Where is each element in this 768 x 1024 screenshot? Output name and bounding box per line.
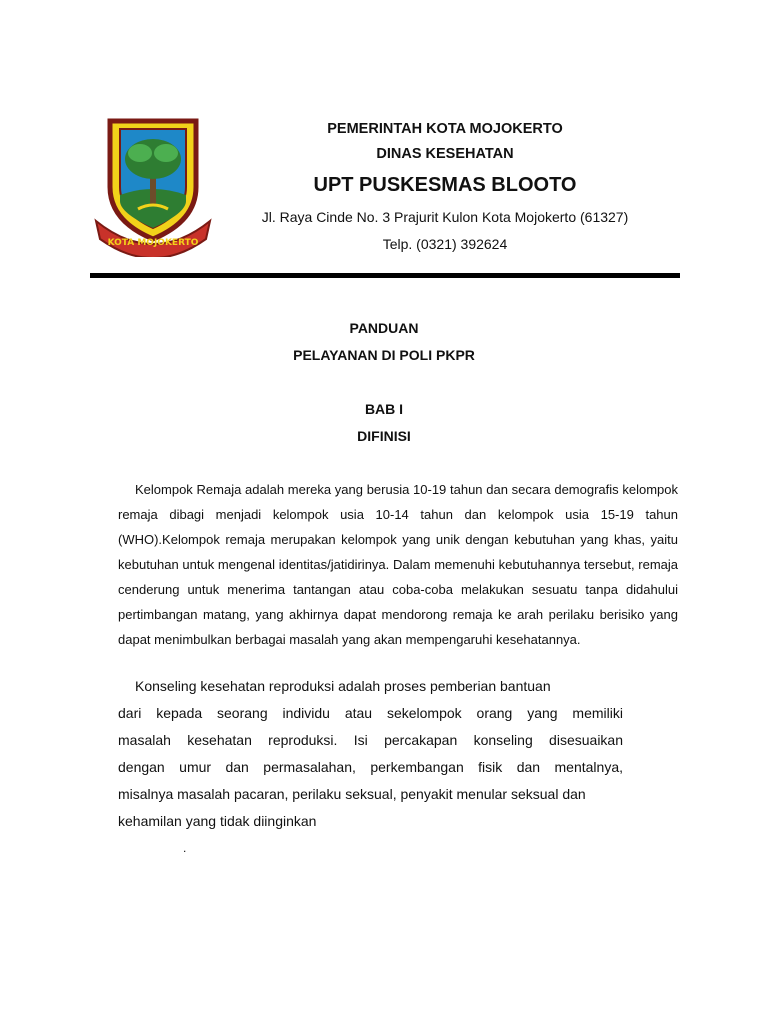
paragraph-line: masalah kesehatan reproduksi. Isi percakapan konseling disesuaikan [118,732,623,748]
unit-name: UPT PUSKESMAS BLOOTO [313,174,577,196]
department-name: DINAS KESEHATAN [376,146,514,162]
paragraph-remaja: Kelompok Remaja adalah mereka yang berusia 10-19 tahun dan secara demografis kelompok remaja dibagi menjadi kelompok usia 10-14 tahun dan kelompok usia 15-19 tahun (WHO).Kelompok remaja merupakan kelompok yang unik dengan kebutuhan yang khas, yaitu kebutuhan untuk mengenal identitas/jatidirinya. Dalam memenuhi kebutuhannya tersebut, remaja cenderung untuk menerima tantangan atau coba-coba melakukan sesuatu tanpa didahului pertimbangan matang, yang akhirnya dapat mendorong remaja ke arah perilaku berisiko yang dapat menimbulkan berbagai masalah yang akan mempengaruhi kesehatannya. [118,482,678,647]
paragraph-line: Konseling kesehatan reproduksi adalah proses pemberian bantuan [135,678,551,694]
address: Jl. Raya Cinde No. 3 Prajurit Kulon Kota Mojokerto (61327) [261,209,629,225]
kota-mojokerto-emblem-icon [94,117,212,257]
document-title-line1: PANDUAN [349,320,419,336]
phone: Telp. (0321) 392624 [382,236,508,252]
chapter-title: DIFINISI [357,428,411,444]
paragraph-konseling [118,673,623,835]
chapter-number: BAB I [364,401,404,417]
trailing-mark: . [183,841,187,855]
document-title-line2: PELAYANAN DI POLI PKPR [293,347,475,363]
letterhead-divider [90,273,680,278]
paragraph-line: kehamilan yang tidak diinginkan [118,813,317,829]
paragraph-line: dari kepada seorang individu atau sekelompok orang yang memiliki [118,705,623,721]
svg-text:KOTA MOJOKERTO: KOTA MOJOKERTO [107,238,199,248]
paragraph-line: misalnya masalah pacaran, perilaku seksual, penyakit menular seksual dan [118,786,586,802]
paragraph-line: dengan umur dan permasalahan, perkembangan fisik dan mentalnya, [118,759,623,775]
government-name: PEMERINTAH KOTA MOJOKERTO [327,121,563,137]
